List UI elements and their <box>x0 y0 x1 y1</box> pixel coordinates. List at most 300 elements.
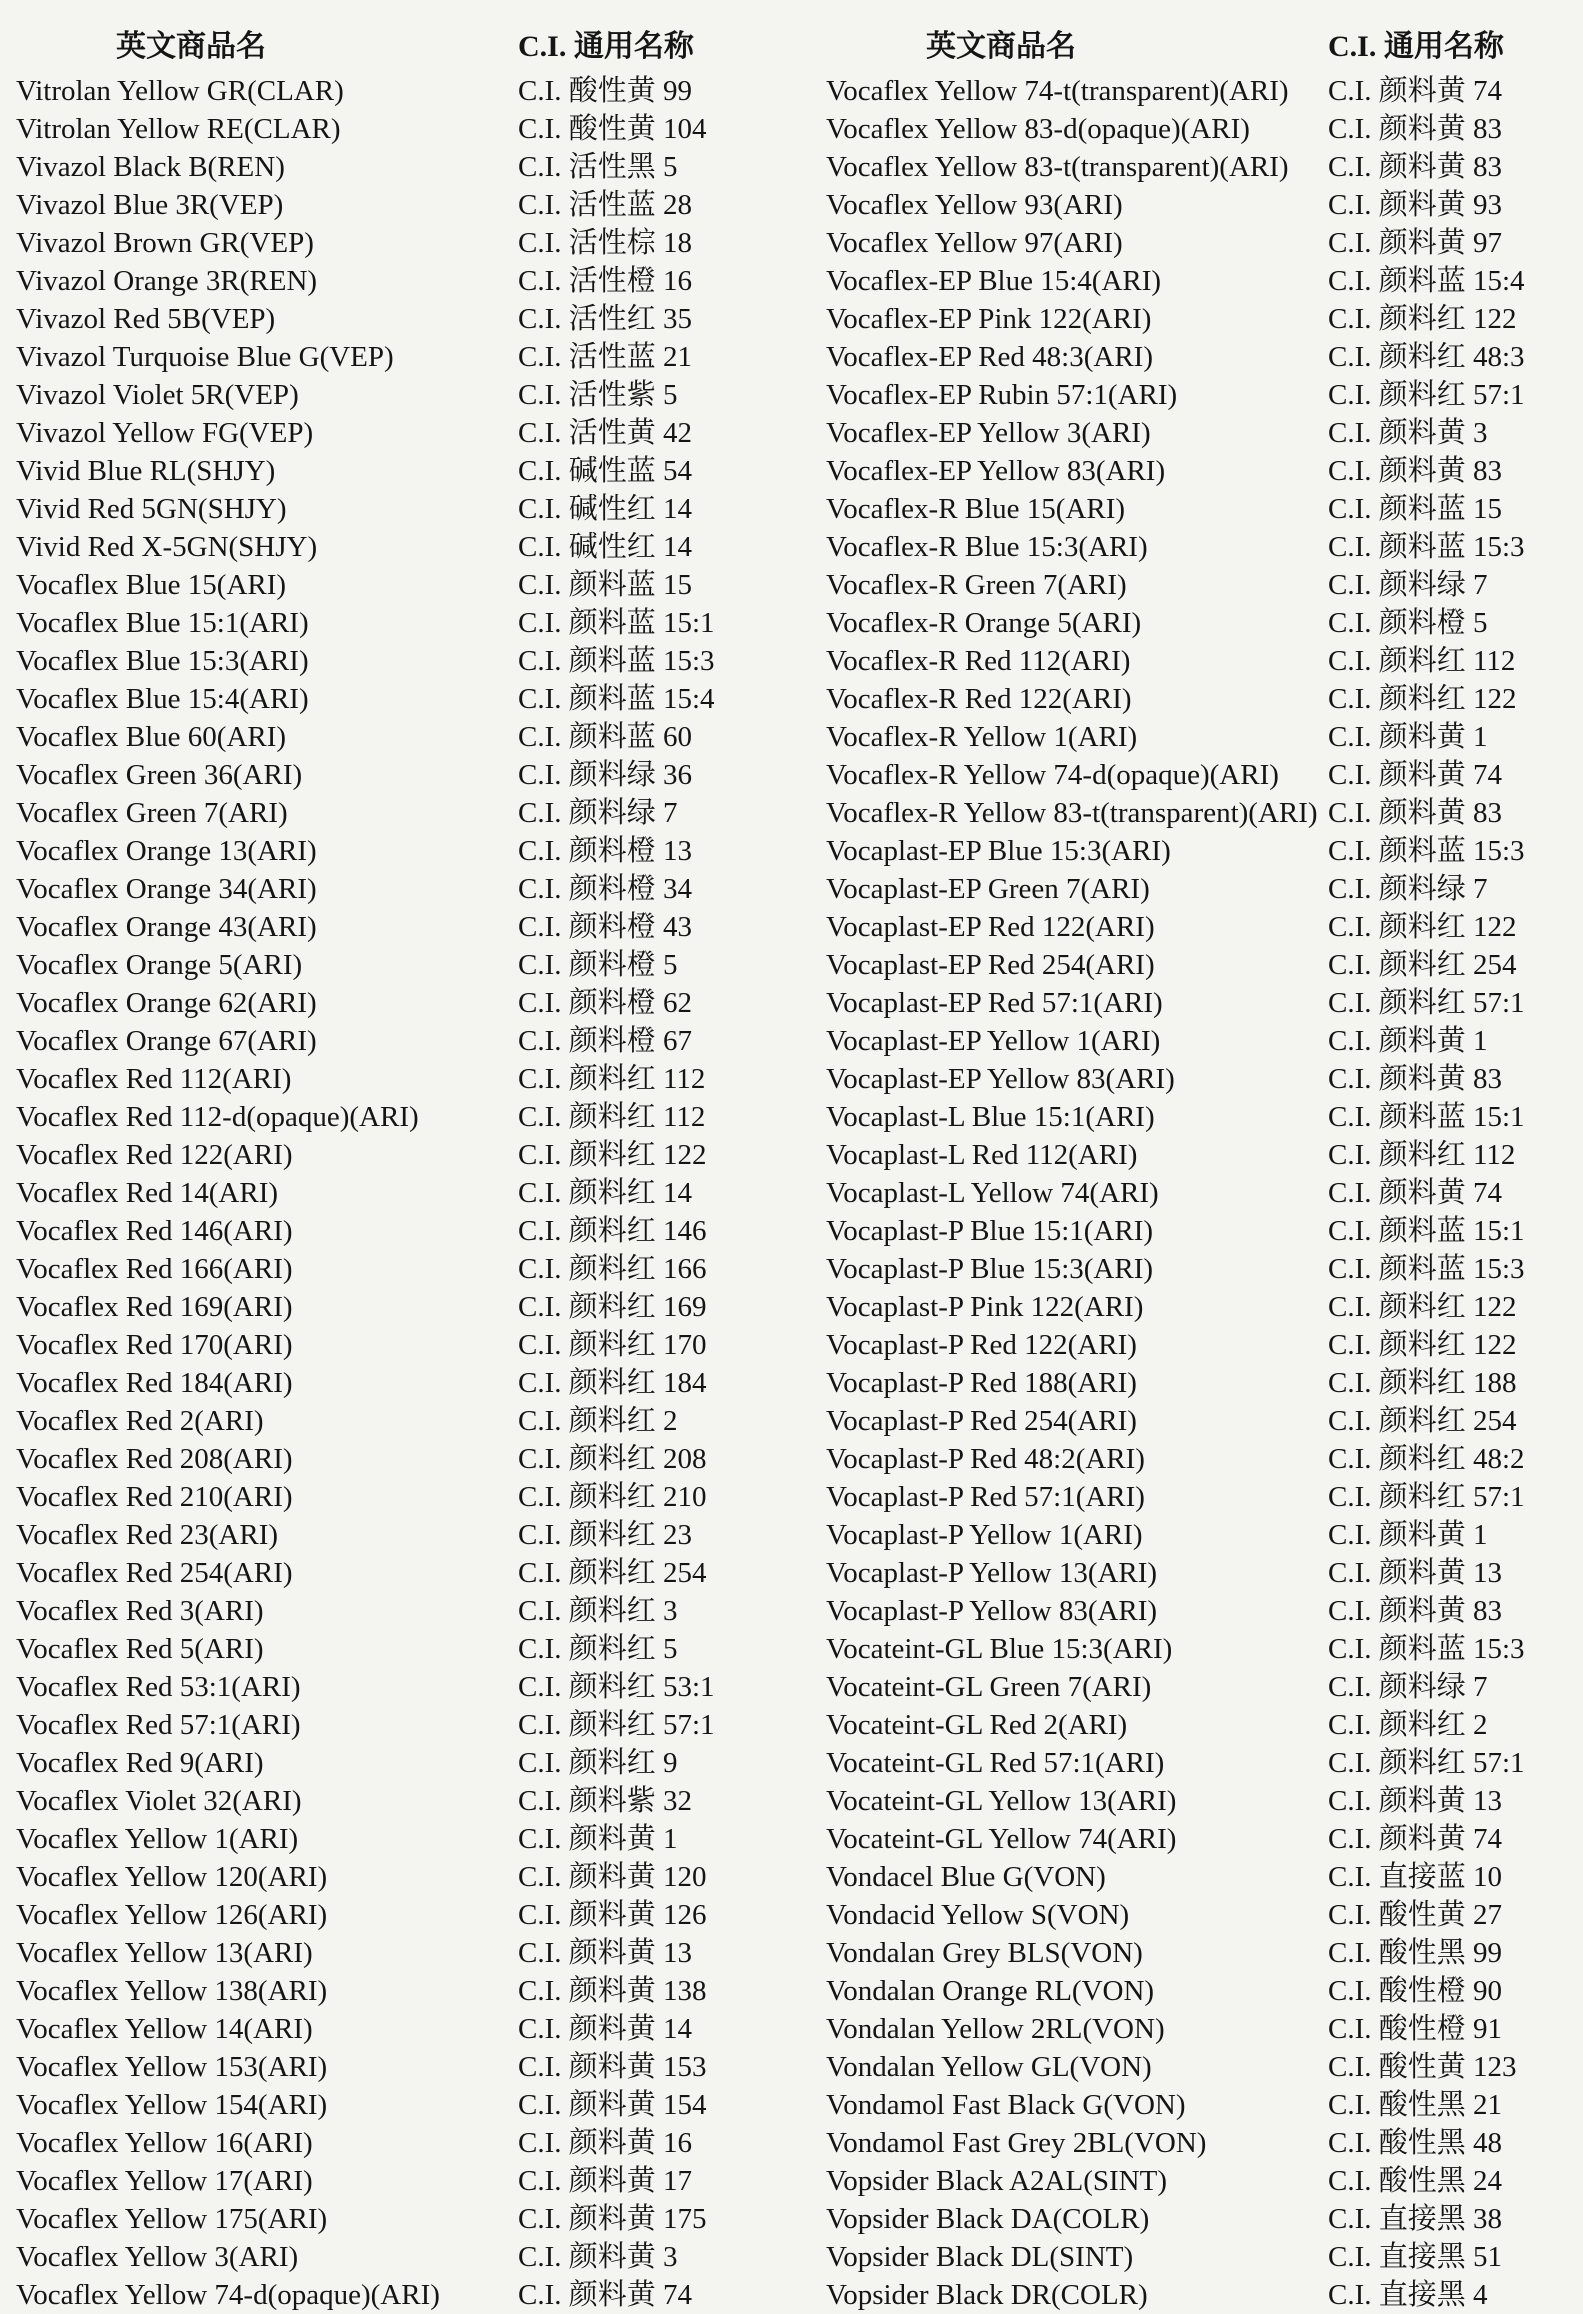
table-row <box>826 1060 1583 1098</box>
ci-name-cell: C.I. 颜料红 23 <box>518 1519 693 1551</box>
table-row <box>16 870 826 908</box>
trade-name-cell: Vivazol Yellow FG(VEP) <box>16 417 314 449</box>
trade-name-cell: Vivazol Blue 3R(VEP) <box>16 189 284 221</box>
ci-name-cell: C.I. 酸性黑 21 <box>1328 2089 1503 2121</box>
ci-name-cell: C.I. 颜料黄 83 <box>1328 113 1503 145</box>
ci-name-cell: C.I. 颜料紫 32 <box>518 1785 693 1817</box>
ci-name-cell: C.I. 颜料黄 175 <box>518 2203 707 2235</box>
trade-name-cell: Vocaplast-P Red 254(ARI) <box>826 1405 1137 1437</box>
table-row <box>16 148 826 186</box>
ci-name-cell: C.I. 颜料黄 1 <box>1328 1025 1488 1057</box>
trade-name-cell: Vocaplast-P Blue 15:3(ARI) <box>826 1253 1154 1285</box>
trade-name-cell: Vocaplast-EP Red 122(ARI) <box>826 911 1155 943</box>
ci-name-cell: C.I. 颜料黄 74 <box>1328 759 1503 791</box>
trade-name-cell: Vocaflex Blue 15:1(ARI) <box>16 607 309 639</box>
ci-name-cell: C.I. 颜料黄 13 <box>1328 1557 1503 1589</box>
table-row <box>826 1174 1583 1212</box>
table-row <box>826 2200 1583 2238</box>
trade-name-cell: Vocaflex Red 9(ARI) <box>16 1747 264 1779</box>
trade-name-cell: Vocaflex Orange 43(ARI) <box>16 911 317 943</box>
ci-name-cell: C.I. 颜料黄 97 <box>1328 227 1503 259</box>
table-row <box>826 1022 1583 1060</box>
trade-name-cell: Vocaflex Yellow 138(ARI) <box>16 1975 328 2007</box>
table-row <box>16 1136 826 1174</box>
table-row <box>826 490 1583 528</box>
table-row <box>16 566 826 604</box>
trade-name-cell: Vocaflex-R Red 122(ARI) <box>826 683 1132 715</box>
ci-name-cell: C.I. 颜料黄 1 <box>1328 721 1488 753</box>
table-row <box>16 1516 826 1554</box>
table-row <box>16 908 826 946</box>
table-row <box>826 756 1583 794</box>
ci-name-cell: C.I. 颜料黄 154 <box>518 2089 707 2121</box>
ci-name-cell: C.I. 颜料橙 34 <box>518 873 693 905</box>
table-row <box>826 946 1583 984</box>
table-row <box>826 2048 1583 2086</box>
ci-name-cell: C.I. 颜料红 122 <box>1328 1291 1517 1323</box>
trade-name-cell: Vocaflex Yellow 120(ARI) <box>16 1861 328 1893</box>
table-row <box>16 1554 826 1592</box>
trade-name-cell: Vocaflex Red 112-d(opaque)(ARI) <box>16 1101 419 1133</box>
trade-name-cell: Vondamol Fast Grey 2BL(VON) <box>826 2127 1207 2159</box>
trade-name-cell: Vocaflex Red 166(ARI) <box>16 1253 293 1285</box>
ci-name-cell: C.I. 颜料红 112 <box>1328 1139 1516 1171</box>
table-row <box>826 1554 1583 1592</box>
table-row <box>16 1630 826 1668</box>
ci-name-cell: C.I. 颜料红 57:1 <box>518 1709 715 1741</box>
ci-name-cell: C.I. 直接蓝 10 <box>1328 1861 1503 1893</box>
right-column <box>826 26 1583 2314</box>
table-row <box>826 1364 1583 1402</box>
table-row <box>16 718 826 756</box>
table-row <box>16 186 826 224</box>
ci-name-cell: C.I. 颜料蓝 15:4 <box>1328 265 1525 297</box>
trade-name-cell: Vocaplast-EP Red 57:1(ARI) <box>826 987 1163 1019</box>
ci-name-cell: C.I. 颜料红 112 <box>1328 645 1516 677</box>
table-row <box>826 870 1583 908</box>
ci-name-cell: C.I. 颜料红 146 <box>518 1215 707 1247</box>
right-entry-list <box>826 72 1583 2314</box>
ci-name-cell: C.I. 颜料橙 5 <box>1328 607 1488 639</box>
ci-name-cell: C.I. 颜料蓝 15:3 <box>1328 531 1525 563</box>
ci-name-cell: C.I. 酸性黑 99 <box>1328 1937 1503 1969</box>
table-row <box>826 1972 1583 2010</box>
ci-name-cell: C.I. 颜料黄 93 <box>1328 189 1503 221</box>
table-row <box>16 1820 826 1858</box>
ci-name-cell: C.I. 颜料黄 17 <box>518 2165 693 2197</box>
ci-name-cell: C.I. 颜料蓝 15:3 <box>1328 835 1525 867</box>
ci-name-cell: C.I. 颜料红 122 <box>1328 683 1517 715</box>
table-row <box>826 908 1583 946</box>
table-row <box>826 1630 1583 1668</box>
trade-name-cell: Vocaplast-P Blue 15:1(ARI) <box>826 1215 1154 1247</box>
trade-name-cell: Vondalan Yellow 2RL(VON) <box>826 2013 1165 2045</box>
trade-name-cell: Vocaflex Yellow 74-t(transparent)(ARI) <box>826 75 1289 107</box>
right-column-header-row <box>826 26 1583 72</box>
table-row <box>826 376 1583 414</box>
ci-name-cell: C.I. 直接黑 51 <box>1328 2241 1503 2273</box>
trade-name-cell: Vocaflex Yellow 126(ARI) <box>16 1899 328 1931</box>
trade-name-cell: Vocaflex Yellow 93(ARI) <box>826 189 1123 221</box>
table-row <box>826 1706 1583 1744</box>
ci-name-cell: C.I. 颜料蓝 15 <box>518 569 693 601</box>
trade-name-cell: Vocaflex-R Blue 15(ARI) <box>826 493 1126 525</box>
table-row <box>826 1896 1583 1934</box>
trade-name-cell: Vitrolan Yellow GR(CLAR) <box>16 75 344 107</box>
trade-name-cell: Vocaflex Yellow 175(ARI) <box>16 2203 328 2235</box>
trade-name-cell: Vocaflex Red 254(ARI) <box>16 1557 293 1589</box>
trade-name-cell: Vocaflex-R Red 112(ARI) <box>826 645 1131 677</box>
ci-name-cell: C.I. 颜料红 169 <box>518 1291 707 1323</box>
trade-name-cell: Vocaflex Red 169(ARI) <box>16 1291 293 1323</box>
ci-name-cell: C.I. 颜料黄 1 <box>518 1823 678 1855</box>
ci-name-cell: C.I. 活性紫 5 <box>518 379 678 411</box>
ci-name-cell: C.I. 颜料红 254 <box>1328 949 1517 981</box>
table-row <box>16 490 826 528</box>
table-row <box>16 1250 826 1288</box>
trade-name-cell: Vocaflex Orange 34(ARI) <box>16 873 317 905</box>
trade-name-cell: Vivazol Turquoise Blue G(VEP) <box>16 341 394 373</box>
trade-name-cell: Vocaflex Blue 15:4(ARI) <box>16 683 309 715</box>
ci-name-cell: C.I. 颜料红 57:1 <box>1328 987 1525 1019</box>
ci-name-cell: C.I. 颜料黄 13 <box>1328 1785 1503 1817</box>
table-row <box>826 832 1583 870</box>
trade-name-cell: Vocaflex Red 210(ARI) <box>16 1481 293 1513</box>
table-row <box>16 832 826 870</box>
trade-name-cell: Vocaplast-L Blue 15:1(ARI) <box>826 1101 1155 1133</box>
trade-name-cell: Vocaflex Orange 62(ARI) <box>16 987 317 1019</box>
table-row <box>16 642 826 680</box>
table-row <box>16 2276 826 2314</box>
trade-name-cell: Vocateint-GL Yellow 74(ARI) <box>826 1823 1177 1855</box>
ci-name-cell: C.I. 碱性红 14 <box>518 531 693 563</box>
table-row <box>16 1478 826 1516</box>
ci-name-cell: C.I. 活性棕 18 <box>518 227 693 259</box>
ci-name-cell: C.I. 颜料黄 83 <box>1328 151 1503 183</box>
trade-name-cell: Vocaflex-R Yellow 74-d(opaque)(ARI) <box>826 759 1279 791</box>
ci-name-cell: C.I. 颜料红 170 <box>518 1329 707 1361</box>
ci-name-cell: C.I. 酸性黄 104 <box>518 113 707 145</box>
ci-name-cell: C.I. 颜料蓝 15:4 <box>518 683 715 715</box>
trade-name-cell: Vondacel Blue G(VON) <box>826 1861 1106 1893</box>
trade-name-cell: Vocaflex Yellow 83-d(opaque)(ARI) <box>826 113 1250 145</box>
left-column-header-row <box>16 26 826 72</box>
trade-name-cell: Vocaflex Red 5(ARI) <box>16 1633 264 1665</box>
trade-name-cell: Vocaflex-EP Blue 15:4(ARI) <box>826 265 1162 297</box>
table-row <box>826 72 1583 110</box>
ci-name-cell: C.I. 酸性橙 91 <box>1328 2013 1503 2045</box>
trade-name-cell: Vocaflex-EP Rubin 57:1(ARI) <box>826 379 1178 411</box>
table-row <box>16 1174 826 1212</box>
table-row <box>826 2124 1583 2162</box>
trade-name-cell: Vocaflex Yellow 97(ARI) <box>826 227 1123 259</box>
table-row <box>826 1516 1583 1554</box>
left-column <box>16 26 826 2314</box>
table-row <box>16 2086 826 2124</box>
table-row <box>826 1212 1583 1250</box>
table-row <box>826 1136 1583 1174</box>
trade-name-cell: Vocaflex Red 184(ARI) <box>16 1367 293 1399</box>
table-row <box>16 1364 826 1402</box>
table-row <box>16 1060 826 1098</box>
trade-name-cell: Vocaplast-P Red 122(ARI) <box>826 1329 1137 1361</box>
ci-name-cell: C.I. 颜料黄 83 <box>1328 1063 1503 1095</box>
trade-name-cell: Vocaflex Blue 15:3(ARI) <box>16 645 309 677</box>
ci-name-cell: C.I. 酸性黄 99 <box>518 75 693 107</box>
ci-name-cell: C.I. 颜料红 122 <box>1328 303 1517 335</box>
table-row <box>16 110 826 148</box>
ci-name-cell: C.I. 颜料红 188 <box>1328 1367 1517 1399</box>
trade-name-cell: Vocaflex Red 112(ARI) <box>16 1063 292 1095</box>
trade-name-cell: Vivazol Violet 5R(VEP) <box>16 379 299 411</box>
ci-name-cell: C.I. 颜料红 112 <box>518 1063 706 1095</box>
ci-name-cell: C.I. 颜料红 254 <box>518 1557 707 1589</box>
table-row <box>16 794 826 832</box>
ci-name-cell: C.I. 颜料红 14 <box>518 1177 693 1209</box>
table-row <box>826 2086 1583 2124</box>
trade-name-cell: Vocaflex Yellow 154(ARI) <box>16 2089 328 2121</box>
left-header-english-trade-name: 英文商品名 <box>116 30 266 63</box>
trade-name-cell: Vocaflex Yellow 3(ARI) <box>16 2241 299 2273</box>
trade-name-cell: Vocaflex Green 7(ARI) <box>16 797 288 829</box>
table-row <box>826 186 1583 224</box>
trade-name-cell: Vivazol Red 5B(VEP) <box>16 303 276 335</box>
table-row <box>826 1478 1583 1516</box>
table-row <box>826 414 1583 452</box>
ci-name-cell: C.I. 碱性红 14 <box>518 493 693 525</box>
trade-name-cell: Vocaflex Yellow 1(ARI) <box>16 1823 299 1855</box>
left-entry-list <box>16 72 826 2314</box>
ci-name-cell: C.I. 颜料黄 3 <box>518 2241 678 2273</box>
ci-name-cell: C.I. 颜料红 53:1 <box>518 1671 715 1703</box>
table-row <box>826 2162 1583 2200</box>
table-row <box>826 148 1583 186</box>
trade-name-cell: Vocateint-GL Green 7(ARI) <box>826 1671 1152 1703</box>
table-row <box>16 2162 826 2200</box>
trade-name-cell: Vocateint-GL Red 57:1(ARI) <box>826 1747 1165 1779</box>
trade-name-cell: Vondamol Fast Black G(VON) <box>826 2089 1186 2121</box>
trade-name-cell: Vocaflex Red 122(ARI) <box>16 1139 293 1171</box>
trade-name-cell: Vocaplast-P Red 188(ARI) <box>826 1367 1137 1399</box>
trade-name-cell: Vocaflex-R Blue 15:3(ARI) <box>826 531 1148 563</box>
table-row <box>16 452 826 490</box>
table-row <box>16 2200 826 2238</box>
ci-name-cell: C.I. 颜料蓝 15:3 <box>1328 1253 1525 1285</box>
table-row <box>826 338 1583 376</box>
trade-name-cell: Vocaplast-EP Blue 15:3(ARI) <box>826 835 1171 867</box>
trade-name-cell: Vivazol Black B(REN) <box>16 151 285 183</box>
ci-name-cell: C.I. 颜料黄 126 <box>518 1899 707 1931</box>
left-header-ci-generic-name: C.I. 通用名称 <box>518 30 694 63</box>
trade-name-cell: Vocaflex Red 3(ARI) <box>16 1595 264 1627</box>
table-row <box>16 2124 826 2162</box>
table-row <box>826 984 1583 1022</box>
trade-name-cell: Vocaflex Red 2(ARI) <box>16 1405 264 1437</box>
trade-name-cell: Vopsider Black A2AL(SINT) <box>826 2165 1167 2197</box>
trade-name-cell: Vocaflex Yellow 74-d(opaque)(ARI) <box>16 2279 440 2311</box>
trade-name-cell: Vocaflex Orange 5(ARI) <box>16 949 303 981</box>
ci-name-cell: C.I. 颜料绿 7 <box>1328 1671 1488 1703</box>
ci-name-cell: C.I. 酸性黑 48 <box>1328 2127 1503 2159</box>
trade-name-cell: Vocaflex-EP Pink 122(ARI) <box>826 303 1152 335</box>
ci-name-cell: C.I. 颜料橙 5 <box>518 949 678 981</box>
trade-name-cell: Vocaflex Orange 67(ARI) <box>16 1025 317 1057</box>
trade-name-cell: Vocaflex Red 14(ARI) <box>16 1177 279 1209</box>
table-row <box>826 1744 1583 1782</box>
ci-name-cell: C.I. 颜料绿 7 <box>1328 873 1488 905</box>
trade-name-cell: Vocaflex Yellow 17(ARI) <box>16 2165 313 2197</box>
trade-name-cell: Vivid Red X-5GN(SHJY) <box>16 531 318 563</box>
trade-name-cell: Vocaflex Yellow 13(ARI) <box>16 1937 313 1969</box>
table-row <box>826 1098 1583 1136</box>
trade-name-cell: Vocaflex Yellow 16(ARI) <box>16 2127 313 2159</box>
ci-name-cell: C.I. 颜料红 122 <box>1328 911 1517 943</box>
ci-name-cell: C.I. 颜料黄 3 <box>1328 417 1488 449</box>
trade-name-cell: Vocaflex Red 170(ARI) <box>16 1329 293 1361</box>
table-row <box>826 300 1583 338</box>
ci-name-cell: C.I. 颜料蓝 15:1 <box>1328 1101 1525 1133</box>
ci-name-cell: C.I. 颜料红 254 <box>1328 1405 1517 1437</box>
trade-name-cell: Vocaflex Blue 15(ARI) <box>16 569 287 601</box>
trade-name-cell: Vondalan Orange RL(VON) <box>826 1975 1155 2007</box>
trade-name-cell: Vocaflex Red 57:1(ARI) <box>16 1709 301 1741</box>
table-row <box>826 680 1583 718</box>
table-row <box>826 452 1583 490</box>
table-row <box>16 1706 826 1744</box>
table-row <box>826 794 1583 832</box>
ci-name-cell: C.I. 颜料黄 74 <box>1328 1177 1503 1209</box>
ci-name-cell: C.I. 颜料红 48:2 <box>1328 1443 1525 1475</box>
ci-name-cell: C.I. 颜料红 112 <box>518 1101 706 1133</box>
ci-name-cell: C.I. 颜料黄 83 <box>1328 797 1503 829</box>
trade-name-cell: Vocaflex-EP Yellow 83(ARI) <box>826 455 1166 487</box>
trade-name-cell: Vocateint-GL Yellow 13(ARI) <box>826 1785 1177 1817</box>
table-row <box>16 414 826 452</box>
ci-name-cell: C.I. 颜料黄 13 <box>518 1937 693 1969</box>
ci-name-cell: C.I. 颜料黄 120 <box>518 1861 707 1893</box>
trade-name-cell: Vivazol Brown GR(VEP) <box>16 227 314 259</box>
table-row <box>16 1934 826 1972</box>
trade-name-cell: Vivid Blue RL(SHJY) <box>16 455 276 487</box>
ci-name-cell: C.I. 颜料橙 67 <box>518 1025 693 1057</box>
table-row <box>16 680 826 718</box>
trade-name-cell: Vocaflex-EP Red 48:3(ARI) <box>826 341 1153 373</box>
trade-name-cell: Vocaplast-EP Yellow 83(ARI) <box>826 1063 1175 1095</box>
trade-name-cell: Vocaplast-P Red 57:1(ARI) <box>826 1481 1145 1513</box>
trade-name-cell: Vocaflex-R Orange 5(ARI) <box>826 607 1142 639</box>
trade-name-cell: Vocaflex Blue 60(ARI) <box>16 721 287 753</box>
ci-name-cell: C.I. 颜料黄 83 <box>1328 455 1503 487</box>
table-row <box>826 1402 1583 1440</box>
table-row <box>16 1744 826 1782</box>
trade-name-cell: Vocaflex-EP Yellow 3(ARI) <box>826 417 1151 449</box>
table-row <box>826 718 1583 756</box>
ci-name-cell: C.I. 颜料黄 16 <box>518 2127 693 2159</box>
table-row <box>826 1934 1583 1972</box>
trade-name-cell: Vocaflex Orange 13(ARI) <box>16 835 317 867</box>
ci-name-cell: C.I. 颜料橙 43 <box>518 911 693 943</box>
table-row <box>826 1782 1583 1820</box>
trade-name-cell: Vocaplast-P Red 48:2(ARI) <box>826 1443 1145 1475</box>
ci-name-cell: C.I. 颜料绿 7 <box>518 797 678 829</box>
trade-name-cell: Vocaplast-EP Red 254(ARI) <box>826 949 1155 981</box>
ci-name-cell: C.I. 活性红 35 <box>518 303 693 335</box>
table-row <box>16 2010 826 2048</box>
table-row <box>826 566 1583 604</box>
table-row <box>16 756 826 794</box>
ci-name-cell: C.I. 颜料红 2 <box>1328 1709 1488 1741</box>
table-row <box>826 528 1583 566</box>
ci-name-cell: C.I. 活性黑 5 <box>518 151 678 183</box>
right-header-ci-generic-name: C.I. 通用名称 <box>1328 30 1504 63</box>
ci-name-cell: C.I. 颜料红 122 <box>1328 1329 1517 1361</box>
ci-name-cell: C.I. 活性蓝 28 <box>518 189 693 221</box>
ci-name-cell: C.I. 颜料蓝 15:3 <box>1328 1633 1525 1665</box>
ci-name-cell: C.I. 颜料红 57:1 <box>1328 379 1525 411</box>
table-row <box>826 1858 1583 1896</box>
trade-name-cell: Vocaflex-R Green 7(ARI) <box>826 569 1127 601</box>
ci-name-cell: C.I. 直接黑 4 <box>1328 2279 1488 2311</box>
table-row <box>16 2048 826 2086</box>
table-row <box>826 1326 1583 1364</box>
ci-name-cell: C.I. 颜料黄 83 <box>1328 1595 1503 1627</box>
trade-name-cell: Vondalan Yellow GL(VON) <box>826 2051 1152 2083</box>
ci-name-cell: C.I. 颜料红 57:1 <box>1328 1481 1525 1513</box>
table-row <box>826 1440 1583 1478</box>
trade-name-cell: Vocaflex Red 23(ARI) <box>16 1519 279 1551</box>
table-row <box>16 224 826 262</box>
table-row <box>16 604 826 642</box>
table-row <box>826 262 1583 300</box>
trade-name-cell: Vopsider Black DA(COLR) <box>826 2203 1150 2235</box>
table-row <box>826 1668 1583 1706</box>
table-row <box>16 1440 826 1478</box>
trade-name-cell: Vocaplast-P Yellow 13(ARI) <box>826 1557 1158 1589</box>
trade-name-cell: Vocaplast-EP Green 7(ARI) <box>826 873 1150 905</box>
table-row <box>16 1668 826 1706</box>
table-row <box>826 604 1583 642</box>
ci-name-cell: C.I. 颜料黄 138 <box>518 1975 707 2007</box>
trade-name-cell: Vocaplast-L Red 112(ARI) <box>826 1139 1138 1171</box>
right-header-english-trade-name: 英文商品名 <box>926 30 1076 63</box>
trade-name-cell: Vocateint-GL Red 2(ARI) <box>826 1709 1128 1741</box>
ci-name-cell: C.I. 颜料橙 13 <box>518 835 693 867</box>
table-row <box>16 1098 826 1136</box>
table-row <box>16 1972 826 2010</box>
trade-name-cell: Vocaflex Red 146(ARI) <box>16 1215 293 1247</box>
table-row <box>826 2010 1583 2048</box>
ci-name-cell: C.I. 颜料红 122 <box>518 1139 707 1171</box>
ci-name-cell: C.I. 酸性黑 24 <box>1328 2165 1503 2197</box>
table-row <box>16 1782 826 1820</box>
table-row <box>826 642 1583 680</box>
trade-name-cell: Vopsider Black DL(SINT) <box>826 2241 1134 2273</box>
ci-name-cell: C.I. 活性蓝 21 <box>518 341 693 373</box>
ci-name-cell: C.I. 颜料黄 1 <box>1328 1519 1488 1551</box>
trade-name-cell: Vocaflex Green 36(ARI) <box>16 759 303 791</box>
trade-name-cell: Vivazol Orange 3R(REN) <box>16 265 318 297</box>
trade-name-cell: Vivid Red 5GN(SHJY) <box>16 493 287 525</box>
ci-name-cell: C.I. 直接黑 38 <box>1328 2203 1503 2235</box>
ci-name-cell: C.I. 颜料红 3 <box>518 1595 678 1627</box>
table-row <box>16 1592 826 1630</box>
trade-name-cell: Vocaflex Yellow 83-t(transparent)(ARI) <box>826 151 1289 183</box>
table-row <box>16 1212 826 1250</box>
ci-name-cell: C.I. 酸性黄 123 <box>1328 2051 1517 2083</box>
ci-name-cell: C.I. 颜料蓝 15 <box>1328 493 1503 525</box>
trade-name-cell: Vocaflex Yellow 153(ARI) <box>16 2051 328 2083</box>
trade-name-cell: Vocaflex Red 53:1(ARI) <box>16 1671 301 1703</box>
